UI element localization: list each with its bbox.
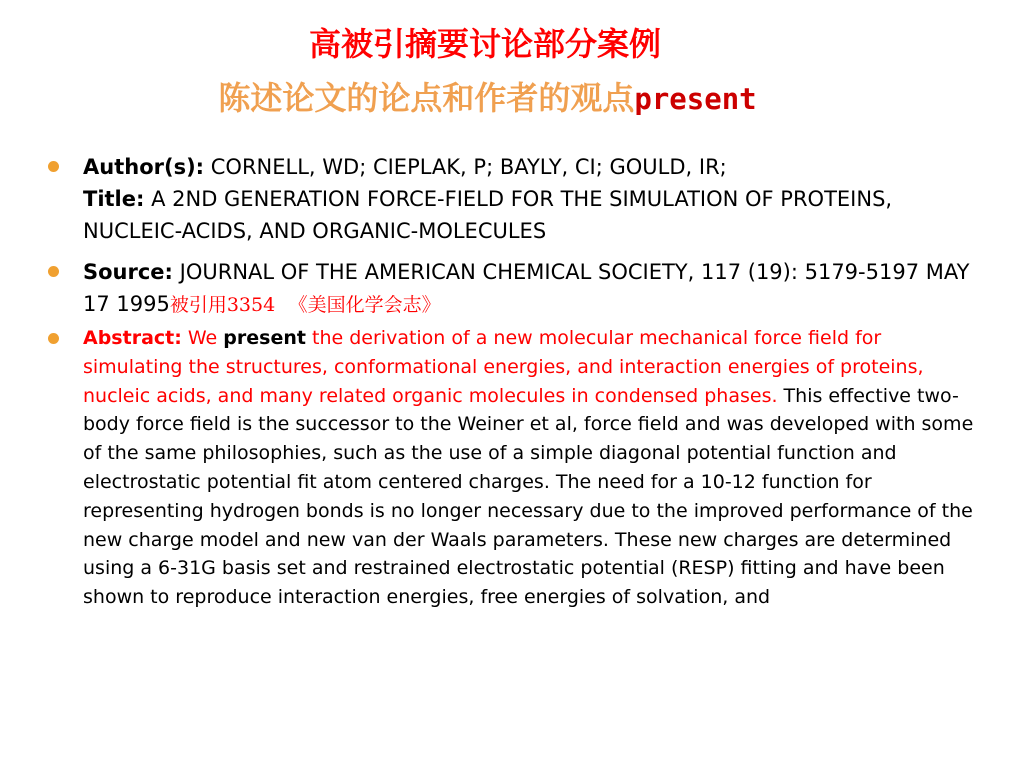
abstract-rest-text: This effective two-body force field is the successor to the Weiner et al, force field and was developed with some of the same philosophies, such as the use of a simple diagonal potential function and electrostatic potential fit atom centered charges. The need for a 10-12 function for representing hydrogen bonds is no longer necessary due to the improved performance of the new charge model and new van der Waals parameters. These new charges are determined using a 6-31G basis set and restrained electrostatic potential (RESP) fitting and have been shown to reproduce interaction energies, free energies of solvation, and (83, 384, 974, 609)
source-label: Source: (83, 260, 173, 284)
author-value: CORNELL, WD; CIEPLAK, P; BAYLY, CI; GOULD, IR; (204, 155, 727, 179)
abstract-we: We (181, 327, 224, 349)
abstract-present-word: present (223, 327, 306, 349)
bullet-author (48, 151, 978, 247)
bullet-dot-icon (48, 266, 59, 277)
bullet-source (48, 256, 978, 321)
journal-chinese-name: 《美国化学会志》 (288, 294, 441, 316)
subtitle-present-word: present (634, 82, 757, 116)
slide-title-text: 高被引摘要讨论部分案例 (308, 25, 661, 63)
slide-title (0, 22, 970, 66)
bullet-list (48, 151, 978, 612)
abstract-label: Abstract: (83, 327, 182, 349)
citation-count: 被引用3354 (169, 294, 276, 316)
title-label: Title: (83, 187, 145, 211)
source-value: JOURNAL OF THE AMERICAN CHEMICAL SOCIETY, 117 (19): 5179-5197 MAY 17 1995 (83, 260, 970, 316)
abstract-highlighted-text: the derivation of a new molecular mechanical force field for simulating the structures, conformational energies, and interaction energies of proteins, nucleic acids, and many related organic molecules in condensed phases. (83, 327, 924, 407)
author-label: Author(s): (83, 155, 205, 179)
bullet-dot-icon (48, 161, 59, 172)
slide-subtitle-text: 陈述论文的论点和作者的观点 (218, 79, 635, 117)
slide-subtitle (0, 76, 975, 121)
title-value: A 2ND GENERATION FORCE-FIELD FOR THE SIMULATION OF PROTEINS, NUCLEIC-ACIDS, AND ORGANIC-MOLECULES (83, 187, 893, 243)
bullet-dot-icon (48, 333, 59, 344)
bullet-abstract (48, 324, 978, 612)
